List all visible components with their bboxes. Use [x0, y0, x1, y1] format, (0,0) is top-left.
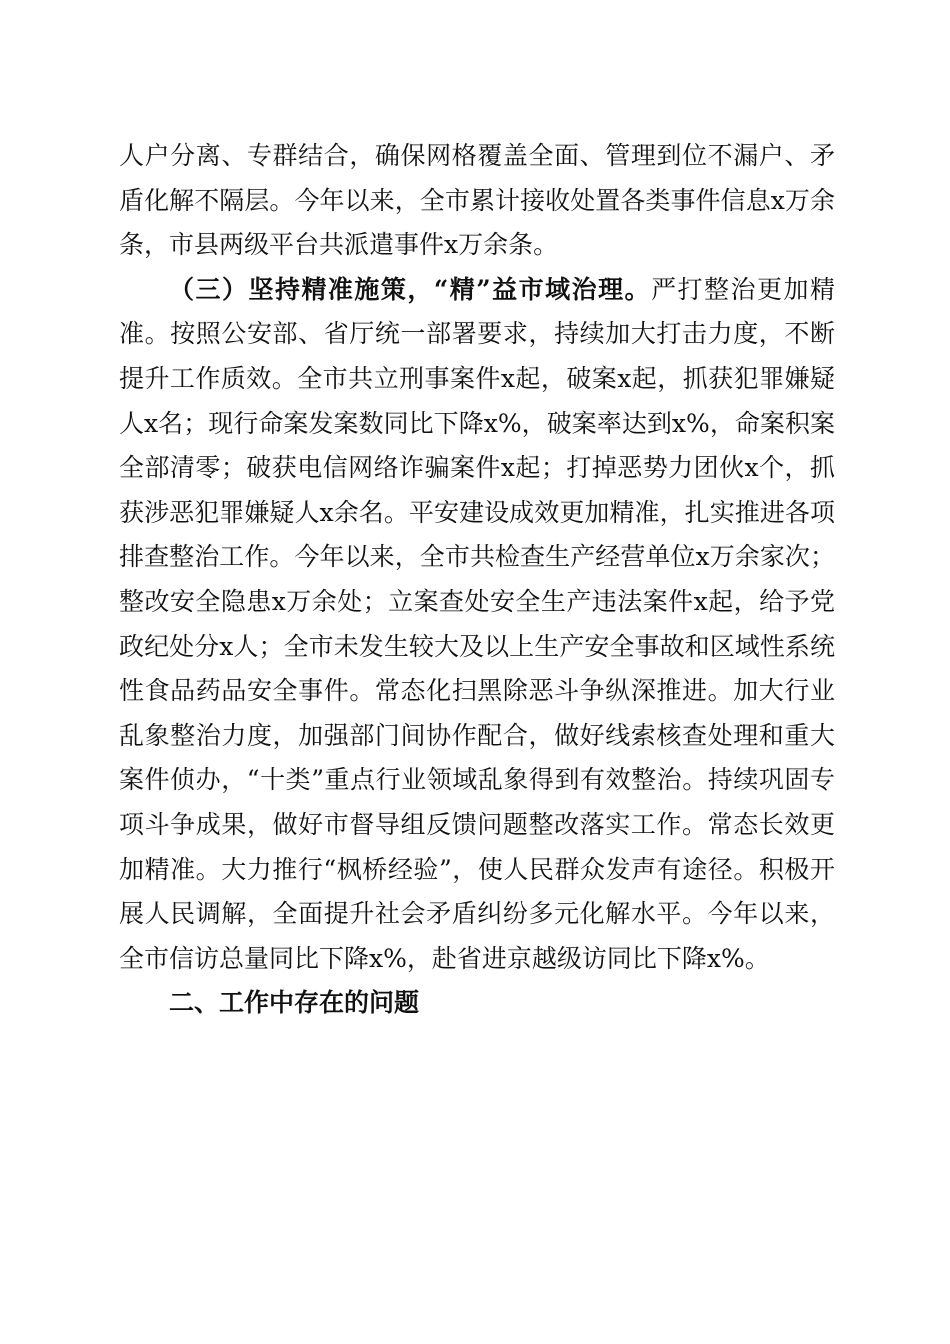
document-body	[119, 134, 835, 1026]
section-3-heading: （三）坚持精准施策，“精”益市域治理。	[169, 274, 652, 304]
section-heading-problems: 二、工作中存在的问题	[169, 988, 420, 1018]
section-3-body: 严打整治更加精准。按照公安部、省厅统一部署要求，持续加大打击力度，不断提升工作质效。全市共立刑事案件x起，破案x起，抓获犯罪嫌疑人x名；现行命案发案数同比下降x%，破案率达到x%，命案积案全部清零；破获电信网络诈骗案件x起；打掉恶势力团伙x个，抓获涉恶犯罪嫌疑人x余名。平安建设成效更加精准，扎实推进各项排查整治工作。今年以来，全市共检查生产经营单位x万余家次；整改安全隐患x万余处；立案查处安全生产违法案件x起，给予党政纪处分x人；全市未发生较大及以上生产安全事故和区域性系统性食品药品安全事件。常态化扫黑除恶斗争纵深推进。加大行业乱象整治力度，加强部门间协作配合，做好线索核查处理和重大案件侦办，“十类”重点行业领域乱象得到有效整治。持续巩固专项斗争成果，做好市督导组反馈问题整改落实工作。常态长效更加精准。大力推行“枫桥经验”，使人民群众发声有途径。积极开展人民调解，全面提升社会矛盾纠纷多元化解水平。今年以来，全市信访总量同比下降x%，赴省进京越级访同比下降x%。	[119, 274, 835, 973]
paragraph-continued: 人户分离、专群结合，确保网格覆盖全面、管理到位不漏户、矛盾化解不隔层。今年以来，全市累计接收处置各类事件信息x万余条，市县两级平台共派遣事件x万余条。	[119, 141, 835, 260]
paragraph-section-3	[119, 268, 835, 982]
